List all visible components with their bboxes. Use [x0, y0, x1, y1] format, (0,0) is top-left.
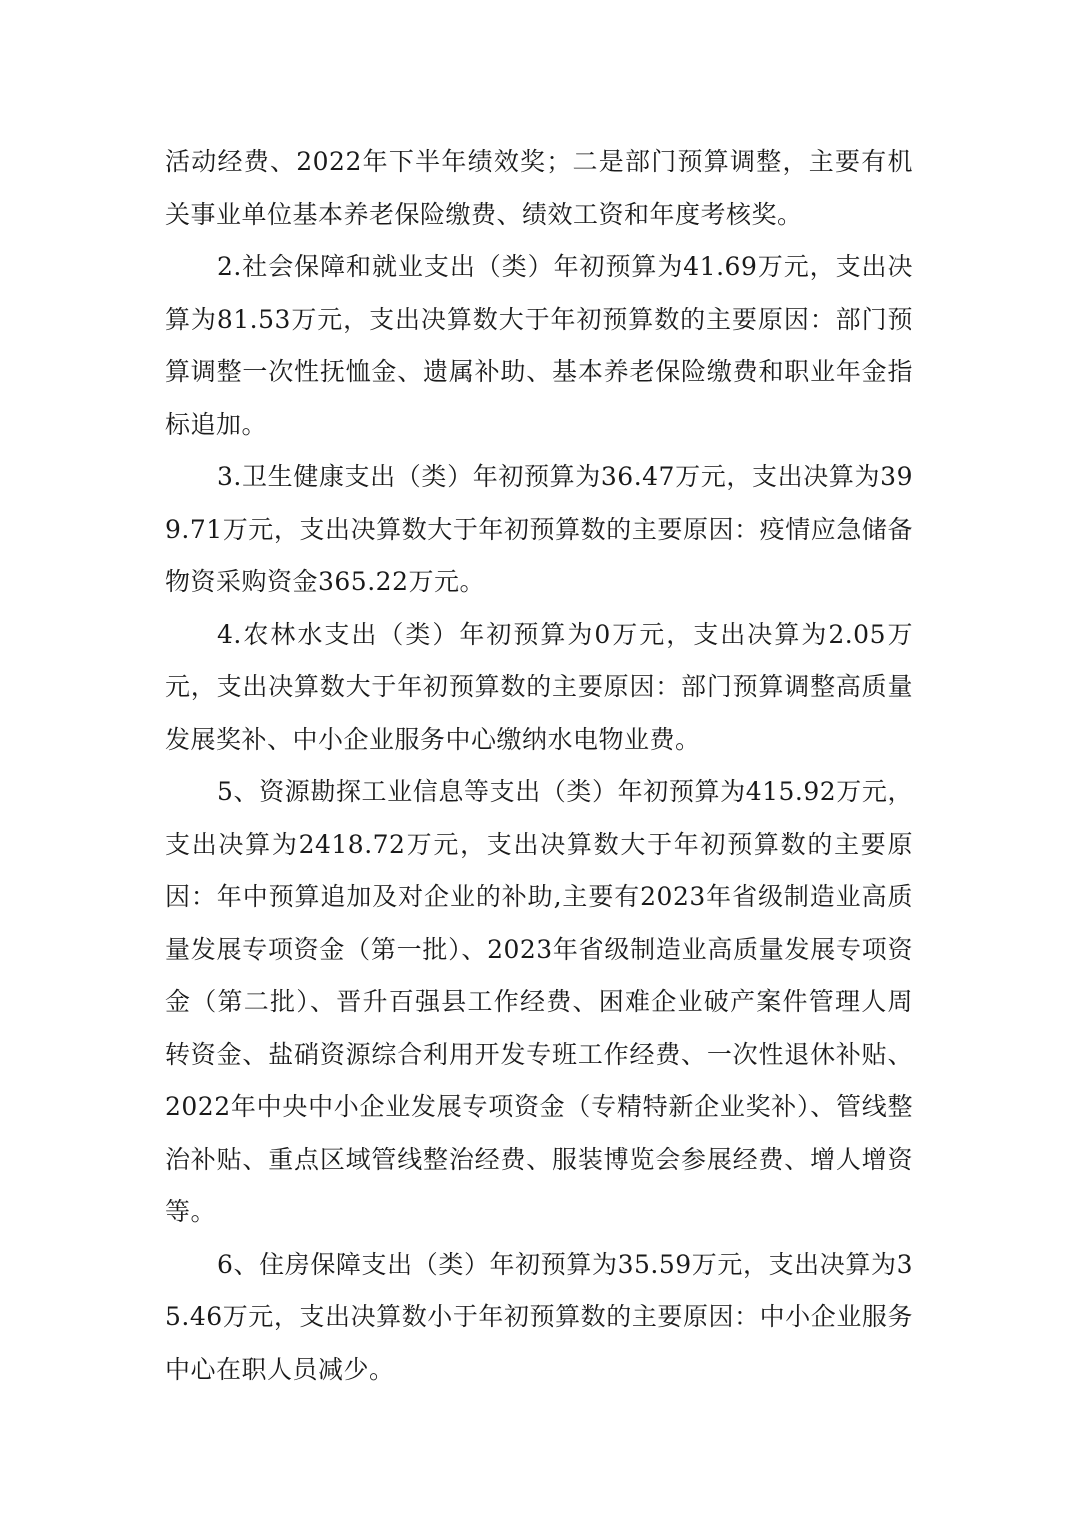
paragraph-continuation: 活动经费、2022年下半年绩效奖；二是部门预算调整，主要有机关事业单位基本养老保险缴费、绩效工资和年度考核奖。 [165, 147, 913, 229]
paragraph-resources-industry: 5、资源勘探工业信息等支出（类）年初预算为415.92万元，支出决算为2418.72万元，支出决算数大于年初预算数的主要原因：年中预算追加及对企业的补助,主要有2023年省级制造业高质量发展专项资金（第一批）、2023年省级制造业高质量发展专项资金（第二批）、晋升百强县工作经费、困难企业破产案件管理人周转资金、盐硝资源综合利用开发专班工作经费、一次性退休补贴、2022年中央中小企业发展专项资金（专精特新企业奖补）、管线整治补贴、重点区域管线整治经费、服装博览会参展经费、增人增资等。 [165, 777, 913, 1226]
paragraph-housing: 6、住房保障支出（类）年初预算为35.59万元，支出决算为35.46万元，支出决算数小于年初预算数的主要原因：中小企业服务中心在职人员减少。 [165, 1249, 913, 1384]
paragraph-agriculture: 4.农林水支出（类）年初预算为0万元，支出决算为2.05万元，支出决算数大于年初预算数的主要原因：部门预算调整高质量发展奖补、中小企业服务中心缴纳水电物业费。 [165, 619, 913, 754]
paragraph-social-security: 2.社会保障和就业支出（类）年初预算为41.69万元，支出决算为81.53万元，支出决算数大于年初预算数的主要原因：部门预算调整一次性抚恤金、遗属补助、基本养老保险缴费和职业年金指标追加。 [165, 252, 913, 439]
paragraph-health: 3.卫生健康支出（类）年初预算为36.47万元，支出决算为399.71万元，支出决算数大于年初预算数的主要原因：疫情应急储备物资采购资金365.22万元。 [165, 462, 913, 596]
document-body [165, 136, 913, 1396]
